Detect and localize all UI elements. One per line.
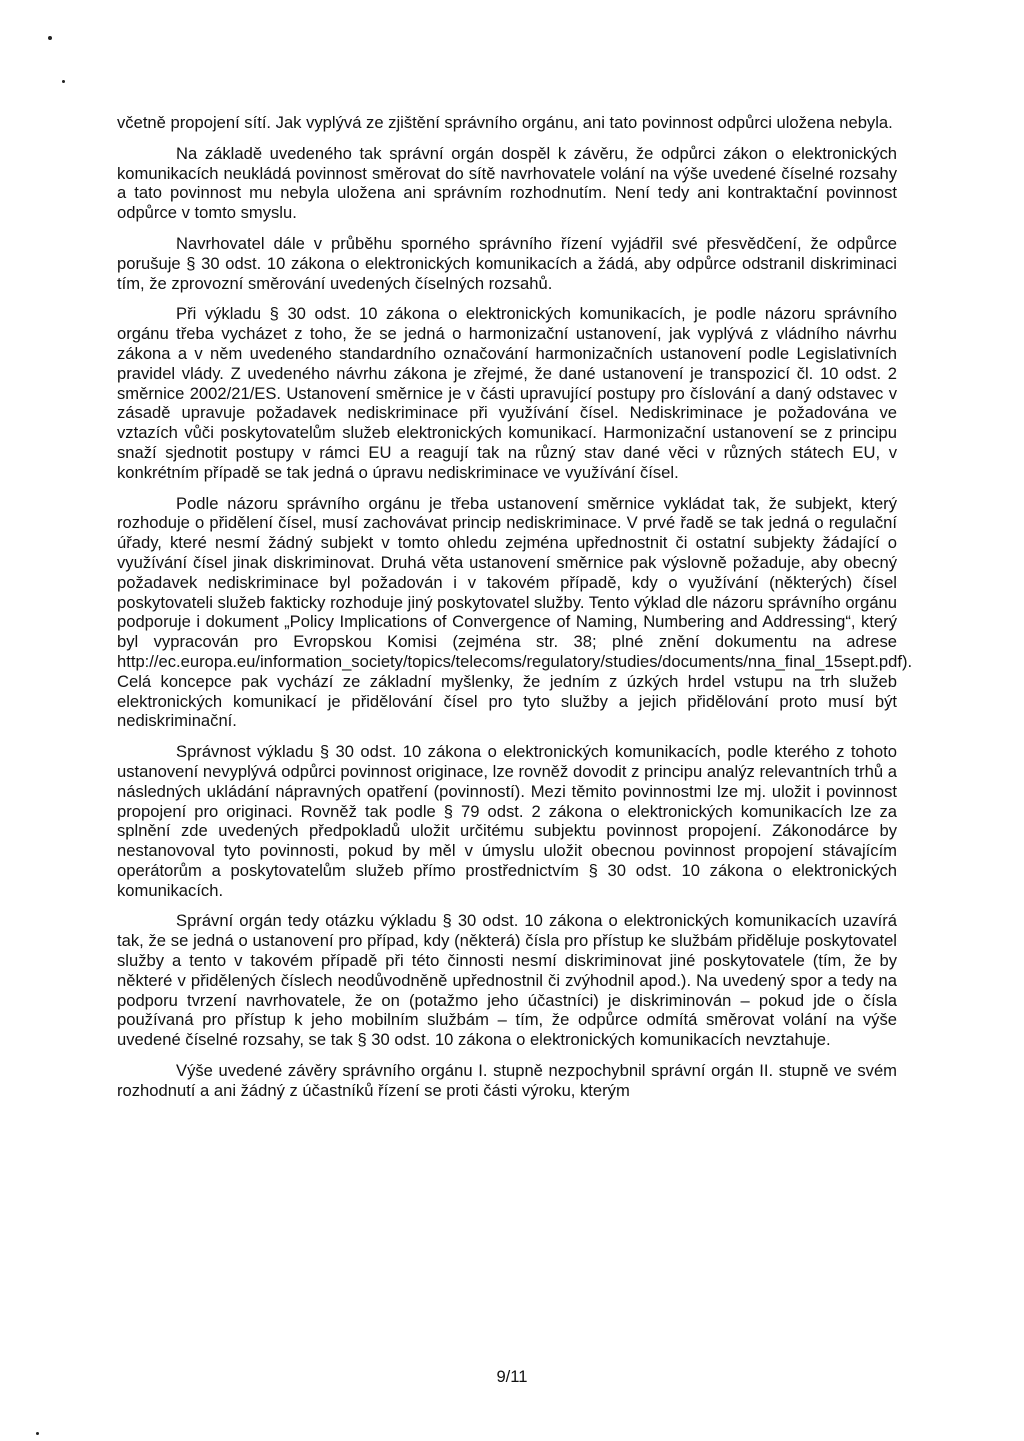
scan-speck: [62, 80, 65, 83]
paragraph: Na základě uvedeného tak správní orgán dospěl k závěru, že odpůrci zákon o elektronických komunikacích neukládá povinnost směrovat do sítě navrhovatele volání na výše uvedené číselné rozsahy a tato povinnost mu nebyla uložena ani správním rozhodnutím. Není tedy ani kontraktační povinnost odpůrce v tomto smyslu.: [117, 143, 897, 223]
paragraph: Při výkladu § 30 odst. 10 zákona o elektronických komunikacích, je podle názoru správního orgánu třeba vycházet z toho, že se jedná o harmonizační ustanovení, jak vyplývá z vládního návrhu zákona a v něm uvedeného standardního označování harmonizačních ustanovení podle Legislativních pravidel vlády. Z uvedeného návrhu zákona je zřejmé, že dané ustanovení je transpozicí čl. 10 odst. 2 směrnice 2002/21/ES. Ustanovení směrnice je v části upravující postupy pro číslování a daný odstavec v zásadě upravuje požadavek nediskriminace při využívání čísel. Nediskriminace je požadována ve vztazích vůči poskytovatelům služeb elektronických komunikací. Harmonizační ustanovení se z principu snaží sjednotit postupy v rámci EU a reagují tak na různý stav dané věci v různých státech EU, v konkrétním případě se tak jedná o úpravu nediskriminace ve využívání čísel.: [117, 304, 897, 482]
paragraph: Podle názoru správního orgánu je třeba ustanovení směrnice vykládat tak, že subjekt, který rozhoduje o přidělení čísel, musí zachovávat princip nediskriminace. V prvé řadě se tak jedná o regulační úřady, které nesmí žádný subjekt v tomto ohledu zejména upřednostnit či ostatní subjekty žádající o využívání čísel jinak diskriminovat. Druhá věta ustanovení směrnice pak výslovně požaduje, aby obecný požadavek nediskriminace byl požadován i v takovém případě, kdy o využívání (některých) čísel poskytovateli služeb fakticky rozhoduje jiný poskytovatel služby. Tento výklad dle názoru správního orgánu podporuje i dokument „Policy Implications of Convergence of Naming, Numbering and Addressing“, který byl vypracován pro Evropskou Komisi (zejména str. 38; plné znění dokumentu na adrese http://ec.europa.eu/information_society/topics/telecoms/regulatory/studies/documents/nna_final_15sept.pdf). Celá koncepce pak vychází ze základní myšlenky, že jedním z úzkých hrdel vstupu na trh služeb elektronických komunikací je přidělování čísel pro tyto služby a jejich přidělování proto musí být nediskriminační.: [117, 493, 913, 731]
document-body: [117, 113, 913, 1112]
paragraph: včetně propojení sítí. Jak vyplývá ze zjištění správního orgánu, ani tato povinnost odpůrci uložena nebyla.: [117, 113, 893, 132]
page-number: 9/11: [496, 1367, 528, 1386]
paragraph: Výše uvedené závěry správního orgánu I. stupně nezpochybnil správní orgán II. stupně ve svém rozhodnutí a ani žádný z účastníků řízení se proti části výroku, kterým: [117, 1061, 897, 1100]
paragraph: Správní orgán tedy otázku výkladu § 30 odst. 10 zákona o elektronických komunikacích uzavírá tak, že se jedná o ustanovení pro případ, kdy (některá) čísla pro přístup ke službám přiděluje poskytovatel služby a tento v takovém případě při této činnosti nesmí diskriminovat jiné poskytovatele (tím, že by některé v přidělených číslech neodůvodněně upřednostnil či zvýhodnil apod.). Na uvedený spor a tedy na podporu tvrzení navrhovatele, že on (potažmo jeho účastníci) je diskriminován – pokud jde o čísla používaná pro přístup k jeho mobilním službám – tím, že odpůrce odmítá směrovat volání na výše uvedené číselné rozsahy, se tak § 30 odst. 10 zákona o elektronických komunikacích nevztahuje.: [117, 911, 897, 1050]
scan-speck: [36, 1432, 39, 1435]
scan-speck: [48, 36, 52, 40]
paragraph: Správnost výkladu § 30 odst. 10 zákona o elektronických komunikacích, podle kterého z tohoto ustanovení nevyplývá odpůrci povinnost originace, lze rovněž dovodit z principu analýz relevantních trhů a následných ukládání nápravných opatření (povinností). Mezi těmito povinnostmi lze mj. uložit i povinnost propojení pro originaci. Rovněž tak podle § 79 odst. 2 zákona o elektronických komunikacích lze za splnění zde uvedených předpokladů uložit určitému subjektu povinnost propojení. Zákonodárce by nestanovoval tyto povinnosti, pokud by měl v úmyslu uložit obecnou povinnost propojení stávajícím operátorům a poskytovatelům služeb přímo prostřednictvím § 30 odst. 10 zákona o elektronických komunikacích.: [117, 742, 897, 900]
paragraph: Navrhovatel dále v průběhu sporného správního řízení vyjádřil své přesvědčení, že odpůrce porušuje § 30 odst. 10 zákona o elektronických komunikacích a žádá, aby odpůrce odstranil diskriminaci tím, že zprovozní směrování uvedených číselných rozsahů.: [117, 233, 897, 293]
